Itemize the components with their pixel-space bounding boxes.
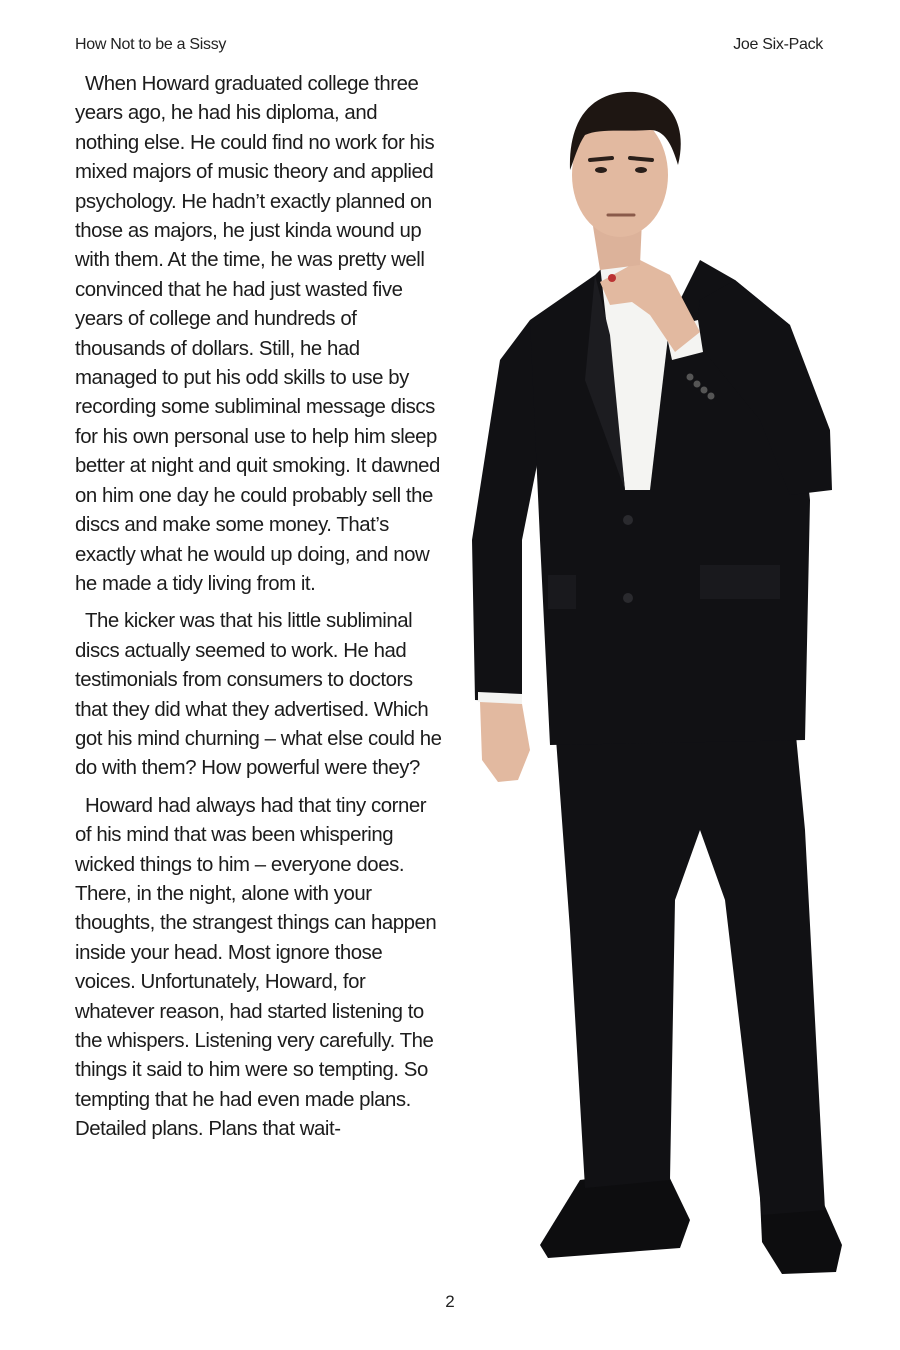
left-eyebrow — [590, 158, 612, 160]
sleeve-button — [701, 387, 708, 394]
paragraph: Howard had always had that tiny corner of his mind that was been whispering wicked things to him – everyone does. There, in the night, alone with your thoughts, the strangest things can happen inside your head. Most ignore those voices. Unfortunately, Howard, for whatever reason, had started listening to the whispers. Listening very carefully. The things it said to him were so tempting. So tempting that he had even made plans. Detailed plans. Plans that wait- — [75, 794, 437, 1141]
pocket-flap — [548, 575, 576, 609]
sleeve-button — [687, 374, 694, 381]
body-text-column — [75, 70, 443, 1153]
ring — [608, 274, 616, 282]
right-eye — [635, 167, 647, 173]
left-hand — [480, 702, 530, 782]
paragraph: The kicker was that his little subliminal discs actually seemed to work. He had testimonials from consumers to doctors that they did what they advertised. Which got his mind churning – what else could he do with them? How powerful were they? — [75, 610, 442, 780]
running-header-author: Joe Six-Pack — [733, 36, 823, 53]
left-cuff — [478, 692, 522, 704]
trousers — [555, 725, 825, 1215]
sleeve-button — [694, 381, 701, 388]
left-eye — [595, 167, 607, 173]
jacket-button — [623, 593, 633, 603]
jacket-button — [623, 515, 633, 525]
pocket-flap — [700, 565, 780, 599]
right-eyebrow — [630, 158, 652, 160]
paragraph: When Howard graduated college three years ago, he had his diploma, and nothing else. He could find no work for his mixed majors of music theory and applied psychology. He hadn’t exactly planned on those as majors, he just kinda wound up with them. At the time, he was pretty well convinced that he had just wasted five years of college and hundreds of thousands of dollars. Still, he had managed to put his odd skills to use by recording some subliminal message discs for his own personal use to help him sleep better at night and quit smoking. It dawned on him one day he could probably sell the discs and make some money. That’s exactly what he would up doing, and now he made a tidy living from it. — [75, 73, 440, 595]
man-in-suit-photo — [460, 70, 850, 1280]
running-header-title: How Not to be a Sissy — [75, 36, 227, 53]
page-number: 2 — [445, 1292, 455, 1311]
sleeve-button — [708, 393, 715, 400]
